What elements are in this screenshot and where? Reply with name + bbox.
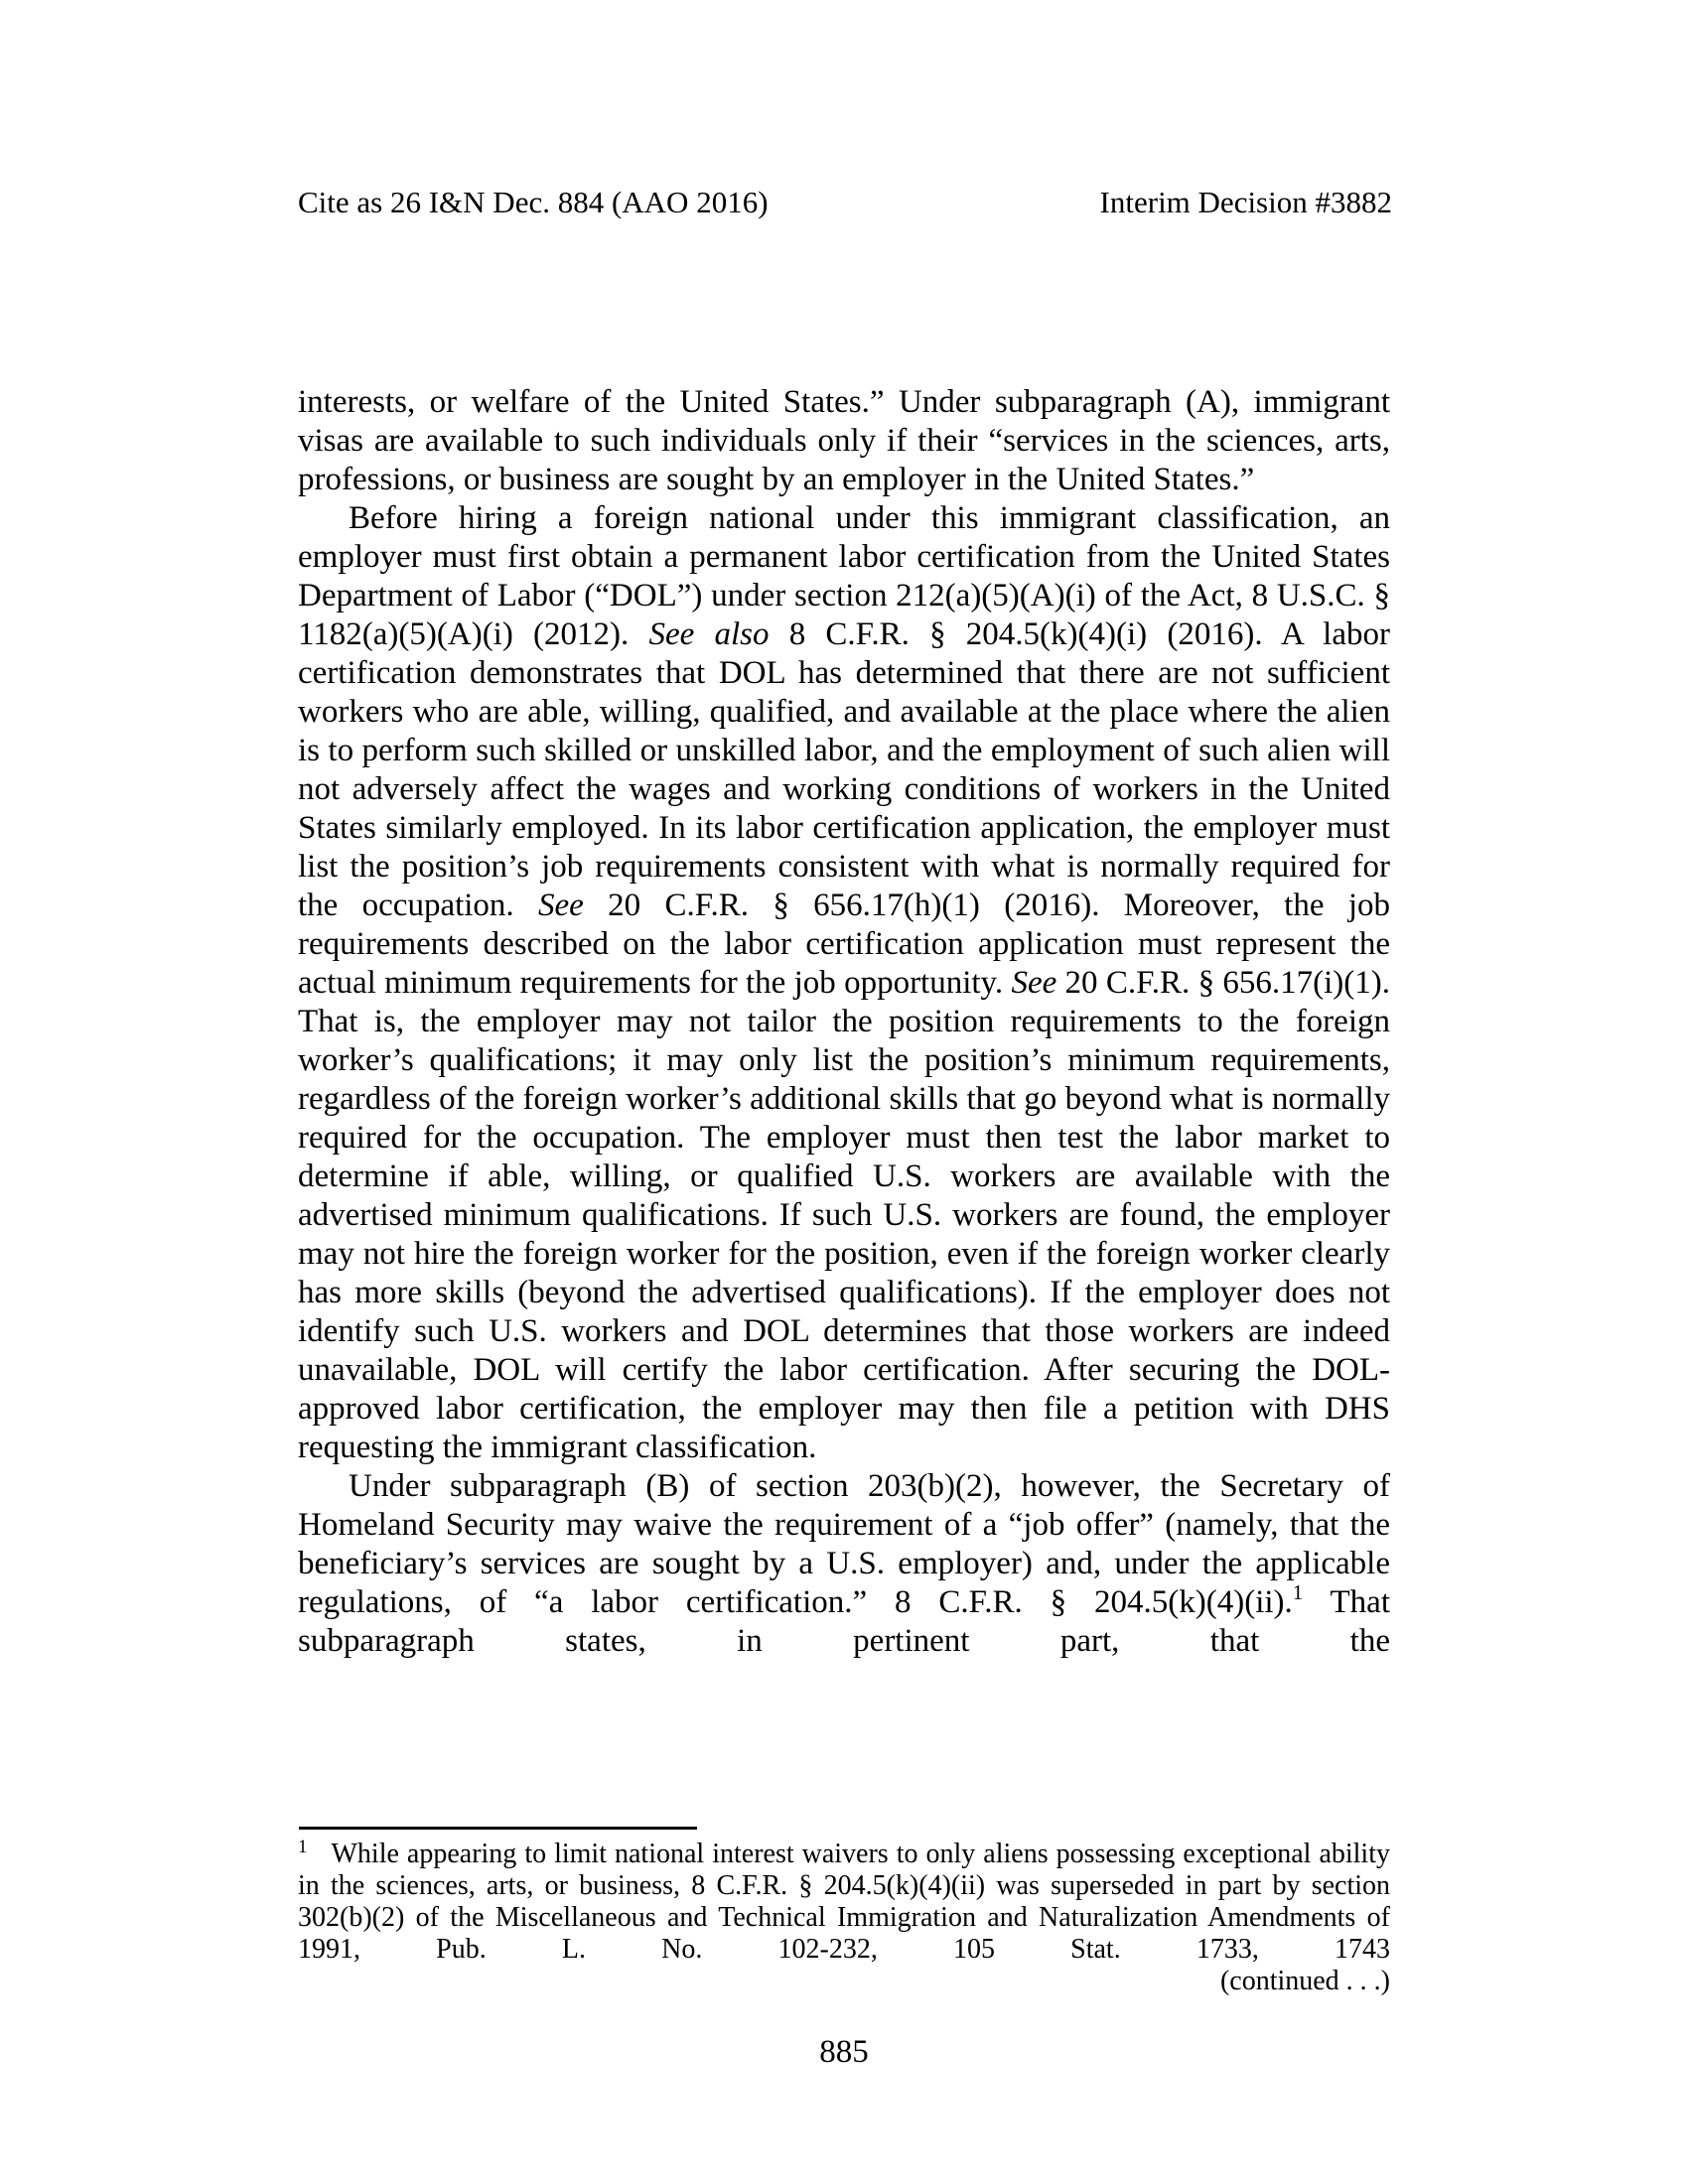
page-header — [298, 185, 1392, 220]
footnote-text: While appearing to limit national interest waivers to only aliens possessing exceptional ability in the sciences, arts, or business, 8 C.F.R. § 204.5(k)(4)(ii) was superseded in part by section 302(b)(2) of the Miscellaneous and Technical Immigration and Naturalization Amendments of 1991, Pub. L. No. 102-232, 105 Stat. 1733, 1743 — [298, 1839, 1390, 1965]
footnote-marker: 1 — [298, 1837, 308, 1857]
citation-italic-see-also: See also — [648, 616, 770, 652]
citation-italic-see-1: See — [538, 887, 584, 923]
citation-header: Cite as 26 I&N Dec. 884 (AAO 2016) — [298, 185, 769, 219]
footnote-continued-label: (continued . . .) — [1219, 1966, 1390, 1996]
paragraph-3 — [298, 1467, 1390, 1661]
paragraph-3-text-a: Under subparagraph (B) of section 203(b)(2), however, the Secretary of Homeland Security may waive the requirement of a “job offer” (namely, that the beneficiary’s services are sought by a U.S. employer) and, under the applicable regulations, of “a labor certification.” 8 C.F.R. § 204.5(k)(4)(ii). — [298, 1468, 1390, 1620]
page-number: 885 — [819, 2034, 869, 2070]
paragraph-3-text-b: That subparagraph states, in pertinent part, that the — [298, 1584, 1390, 1659]
footnote-reference: 1 — [1292, 1580, 1304, 1604]
paragraph-1: interests, or welfare of the United States.” Under subparagraph (A), immigrant visas are available to such individuals only if their “services in the sciences, arts, professions, or business are sought by an employer in the United States.” — [298, 384, 1390, 497]
footnote-paragraph — [298, 1839, 1390, 1966]
citation-italic-see-2: See — [1011, 965, 1057, 1001]
paragraph-2-text-b: 8 C.F.R. § 204.5(k)(4)(i) (2016). A labor certification demonstrates that DOL has determined that there are not sufficient workers who are able, willing, qualified, and available at the place where the alien is to perform such skilled or unskilled labor, and the employment of such alien will not adversely affect the wages and working conditions of workers in the United States similarly employed. In its labor certification application, the employer must list the position’s job requirements consistent with what is normally required for the occupation. — [298, 616, 1390, 923]
footnote-block — [298, 1839, 1390, 1997]
paragraph-2-text-c: 20 C.F.R. § 656.17(h)(1) (2016). Moreover, the job requirements described on the labor certification application must represent the actual minimum requirements for the job opportunity. — [298, 887, 1390, 1001]
footnote-separator-rule — [299, 1827, 697, 1830]
document-body — [298, 383, 1390, 1661]
paragraph-2-text-a: Before hiring a foreign national under this immigrant classification, an employer must first obtain a permanent labor certification from the United States Department of Labor (“DOL”) under section 212(a)(5)(A)(i) of the Act, 8 U.S.C. § 1182(a)(5)(A)(i) (2012). — [298, 500, 1390, 652]
paragraph-2 — [298, 499, 1390, 1467]
decision-number-header: Interim Decision #3882 — [1099, 185, 1392, 219]
paragraph-2-text-d: 20 C.F.R. § 656.17(i)(1). That is, the employer may not tailor the position requirements to the foreign worker’s qualifications; it may only list the position’s minimum requirements, regardless of the foreign worker’s additional skills that go beyond what is normally required for the occupation. The employer must then test the labor market to determine if able, willing, or qualified U.S. workers are available with the advertised minimum qualifications. If such U.S. workers are found, the employer may not hire the foreign worker for the position, even if the foreign worker clearly has more skills (beyond the advertised qualifications). If the employer does not identify such U.S. workers and DOL determines that those workers are indeed unavailable, DOL will certify the labor certification. After securing the DOL-approved labor certification, the employer may then file a petition with DHS requesting the immigrant classification. — [298, 965, 1390, 1465]
